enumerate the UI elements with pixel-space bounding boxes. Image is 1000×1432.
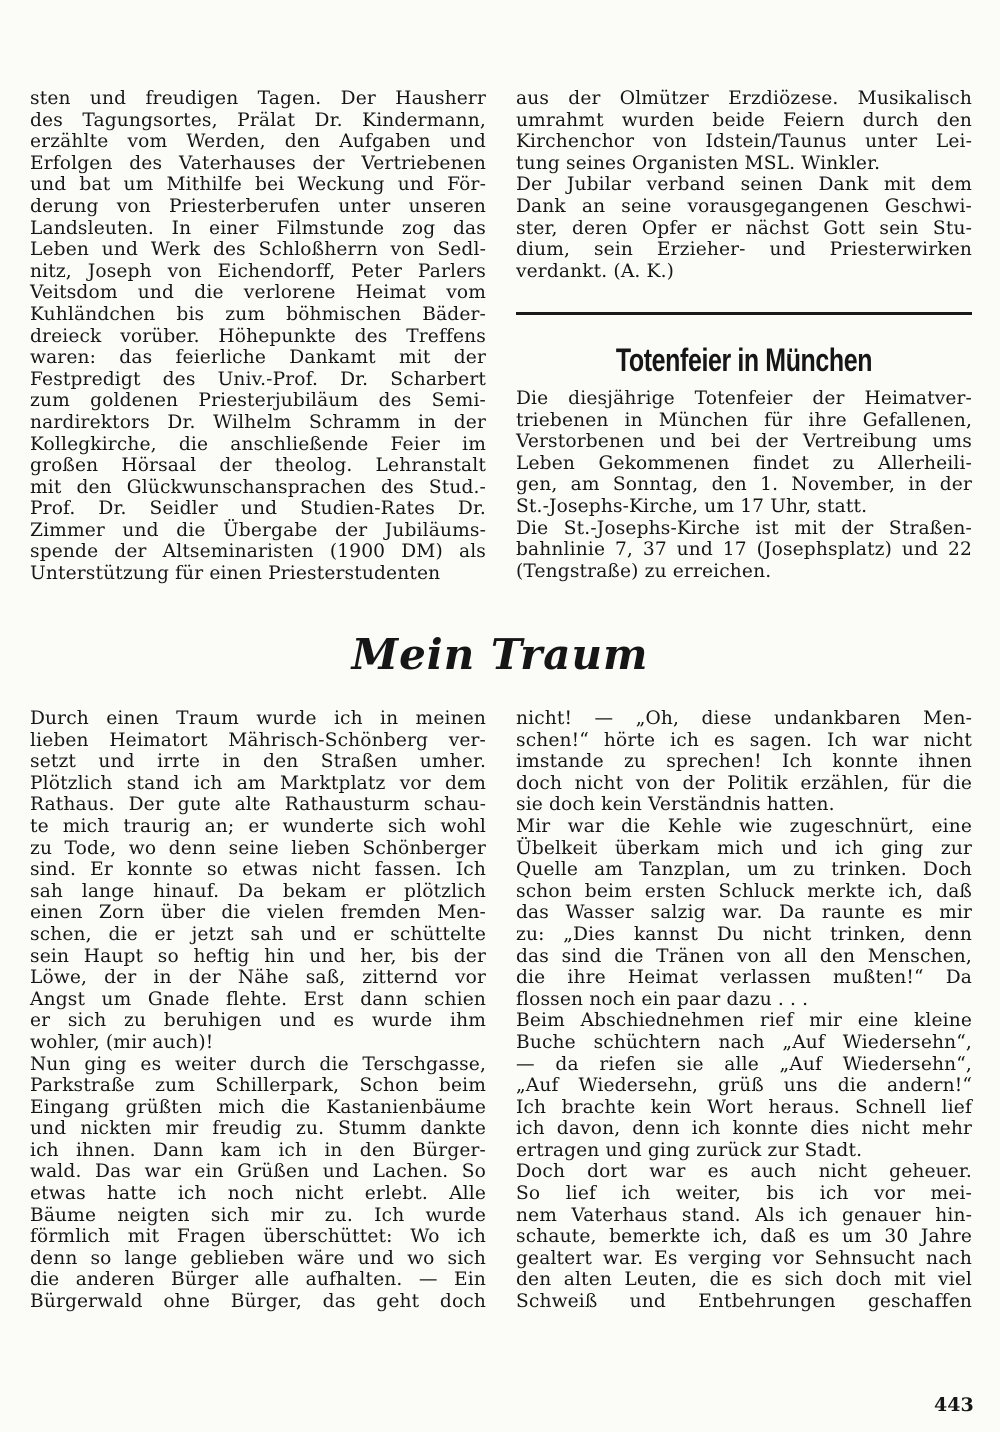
section-divider: [516, 312, 972, 315]
text-line: Der Jubilar verband seinen Dank mit dem: [516, 174, 972, 196]
text-line: die ihre Heimat verlassen mußten!“ Da: [516, 967, 972, 989]
text-line: Ich brachte kein Wort heraus. Schnell lief: [516, 1096, 972, 1118]
text-line: sah lange hinauf. Da bekam er plötzlich: [30, 880, 486, 902]
text-line: Erfolgen des Vaterhauses der Vertriebenen: [30, 152, 486, 174]
text-line: Quelle am Tanzplan, um zu trinken. Doch: [516, 859, 972, 881]
totenfeier-heading: Totenfeier in München: [615, 342, 873, 378]
text-line: Landsleuten. In einer Filmstunde zog das: [30, 217, 486, 239]
text-line: zu: „Dies kannst Du nicht trinken, denn: [516, 923, 972, 945]
text-line: Festpredigt des Univ.-Prof. Dr. Scharbert: [30, 368, 486, 390]
text-line: und bat um Mithilfe bei Weckung und För-: [30, 174, 486, 196]
text-line: So lief ich weiter, bis ich vor mei-: [516, 1183, 972, 1205]
totenfeier-body: [516, 388, 972, 582]
column-bottom-right: [516, 708, 972, 1313]
text-line: schen!“ hörte ich es sagen. Ich war nicht: [516, 729, 972, 751]
column-top-left: [30, 88, 486, 585]
text-line: zu Tode, wo denn seine lieben Schönberger: [30, 837, 486, 859]
text-line: dium, sein Erzieher- und Priesterwirken: [516, 239, 972, 261]
text-line: St.-Josephs-Kirche, um 17 Uhr, statt.: [516, 495, 868, 517]
text-line: nem Vaterhaus stand. Als ich genauer hin-: [516, 1204, 972, 1226]
text-line: das Wasser salzig war. Da raunte es mir: [516, 902, 972, 924]
text-line: erzählte vom Werden, den Aufgaben und: [30, 131, 486, 153]
text-line: triebenen in München für ihre Gefallenen,: [516, 409, 972, 431]
text-line: Zimmer und die Übergabe der Jubiläums-: [30, 519, 486, 541]
text-line: sein Haupt so heftig hin und her, bis der: [30, 945, 486, 967]
text-line: Die St.-Josephs-Kirche ist mit der Straßen-: [516, 517, 972, 539]
text-line: er sich zu beruhigen und es wurde ihm: [30, 1010, 486, 1032]
text-line: Durch einen Traum wurde ich in meinen: [30, 708, 486, 729]
text-line: aus der Olmützer Erzdiözese. Musikalisch: [516, 88, 972, 109]
text-line: Mir war die Kehle wie zugeschnürt, eine: [516, 815, 972, 837]
text-line: Kuhländchen bis zum böhmischen Bäder-: [30, 303, 486, 325]
text-line: des Tagungsortes, Prälat Dr. Kindermann,: [30, 109, 486, 131]
text-line: das sind die Tränen von all den Menschen,: [516, 945, 972, 967]
text-line: großen Hörsaal der theolog. Lehranstalt: [30, 455, 486, 477]
text-line: tung seines Organisten MSL. Winkler.: [516, 152, 881, 174]
text-line: etwas hatte ich noch nicht erlebt. Alle: [30, 1183, 486, 1205]
text-line: Übelkeit überkam mich und ich ging zur: [516, 837, 972, 859]
text-line: derung von Priesterberufen unter unseren: [30, 195, 486, 217]
text-line: (Tengstraße) zu erreichen.: [516, 560, 772, 582]
text-line: setzt und irrte in den Straßen umher.: [30, 751, 486, 773]
text-line: Leben und Werk des Schloßherrn von Sedl-: [30, 239, 486, 261]
text-line: ich ihnen. Dann kam ich in den Bürger-: [30, 1139, 486, 1161]
text-line: Plötzlich stand ich am Marktplatz vor dem: [30, 772, 486, 794]
text-line: Dank an seine vorausgegangenen Geschwi-: [516, 195, 972, 217]
text-line: Verstorbenen und bei der Vertreibung ums: [516, 431, 972, 453]
text-line: lieben Heimatort Mährisch-Schönberg ver-: [30, 729, 486, 751]
text-line: ster, deren Opfer er nächst Gott sein Stu-: [516, 217, 972, 239]
text-line: umrahmt wurden beide Feiern durch den: [516, 109, 972, 131]
text-line: Kirchenchor von Idstein/Taunus unter Lei-: [516, 131, 972, 153]
text-line: spende der Altseminaristen (1900 DM) als: [30, 541, 486, 563]
text-line: einen Zorn über die vielen fremden Men-: [30, 902, 486, 924]
text-line: doch nicht von der Politik erzählen, für die: [516, 772, 972, 794]
text-line: sten und freudigen Tagen. Der Hausherr: [30, 88, 486, 109]
text-line: sie doch kein Verständnis hatten.: [516, 794, 835, 816]
text-line: Buche schüchtern nach „Auf Wiedersehn“,: [516, 1031, 972, 1053]
text-line: waren: das feierliche Dankamt mit der: [30, 347, 486, 369]
text-line: Angst um Gnade flehte. Erst dann schien: [30, 988, 486, 1010]
text-line: mit den Glückwunschansprachen des Stud.-: [30, 476, 486, 498]
text-line: die anderen Bürger alle aufhalten. — Ein: [30, 1269, 486, 1291]
text-line: nardirektors Dr. Wilhelm Schramm in der: [30, 411, 486, 433]
text-line: gealtert war. Es verging vor Sehnsucht nach: [516, 1247, 972, 1269]
text-line: Beim Abschiednehmen rief mir eine kleine: [516, 1010, 972, 1032]
text-line: Rathaus. Der gute alte Rathausturm schau-: [30, 794, 486, 816]
text-line: sind. Er konnte so etwas nicht fassen. Ich: [30, 859, 486, 881]
text-line: Schweiß und Entbehrungen geschaffen: [516, 1291, 972, 1313]
text-line: wohler, (mir auch)!: [30, 1031, 214, 1053]
text-line: schen, die er jetzt sah und er schüttelte: [30, 923, 486, 945]
text-line: nitz, Joseph von Eichendorff, Peter Parlers: [30, 260, 486, 282]
text-line: ertragen und ging zurück zur Stadt.: [516, 1139, 863, 1161]
text-line: Veitsdom und die verlorene Heimat vom: [30, 282, 486, 304]
text-line: nicht! — „Oh, diese undankbaren Men-: [516, 708, 972, 729]
text-line: te mich traurig an; er wunderte sich wohl: [30, 815, 486, 837]
text-line: Bäume neigten sich mir zu. Ich wurde: [30, 1204, 486, 1226]
text-line: imstande zu sprechen! Ich konnte ihnen: [516, 751, 972, 773]
text-line: schaute, bemerkte ich, daß es um 30 Jahre: [516, 1226, 972, 1248]
text-line: verdankt. (A. K.): [516, 260, 675, 282]
text-line: Kollegkirche, die anschließende Feier im: [30, 433, 486, 455]
text-line: Eingang grüßten mich die Kastanienbäume: [30, 1096, 486, 1118]
text-line: Prof. Dr. Seidler und Studien-Rates Dr.: [30, 498, 486, 520]
text-line: Leben Gekommenen findet zu Allerheili-: [516, 452, 972, 474]
text-line: flossen noch ein paar dazu . . .: [516, 988, 809, 1010]
column-bottom-left: [30, 708, 486, 1313]
text-line: Nun ging es weiter durch die Terschgasse,: [30, 1053, 486, 1075]
article-title: Mein Traum: [351, 630, 649, 679]
text-line: denn so lange geblieben wäre und wo sich: [30, 1247, 486, 1269]
text-line: dreieck vorüber. Höhepunkte des Treffens: [30, 325, 486, 347]
text-line: Bürgerwald ohne Bürger, das geht doch: [30, 1291, 486, 1313]
text-line: zum goldenen Priesterjubiläum des Semi-: [30, 390, 486, 412]
text-line: Parkstraße zum Schillerpark, Schon beim: [30, 1075, 486, 1097]
text-line: ich davon, denn ich konnte dies nicht mehr: [516, 1118, 972, 1140]
text-line: wald. Das war ein Grüßen und Lachen. So: [30, 1161, 486, 1183]
column-top-right: [516, 88, 972, 282]
text-line: und nickten mir freudig zu. Stumm dankte: [30, 1118, 486, 1140]
text-line: gen, am Sonntag, den 1. November, in der: [516, 474, 972, 496]
text-line: Löwe, der in der Nähe saß, zitternd vor: [30, 967, 486, 989]
text-line: Unterstützung für einen Priesterstudenten: [30, 563, 441, 585]
text-line: bahnlinie 7, 37 und 17 (Josephsplatz) und 22: [516, 539, 972, 561]
text-line: Doch dort war es auch nicht geheuer.: [516, 1161, 972, 1183]
text-line: — da riefen sie alle „Auf Wiedersehn“,: [516, 1053, 972, 1075]
text-line: Die diesjährige Totenfeier der Heimatver-: [516, 388, 972, 409]
page-number: 443: [934, 1394, 974, 1416]
text-line: schon beim ersten Schluck merkte ich, daß: [516, 880, 972, 902]
text-line: förmlich mit Fragen überschüttet: Wo ich: [30, 1226, 486, 1248]
text-line: den alten Leuten, die es sich doch mit viel: [516, 1269, 972, 1291]
text-line: „Auf Wiedersehn, grüß uns die andern!“: [516, 1075, 972, 1097]
